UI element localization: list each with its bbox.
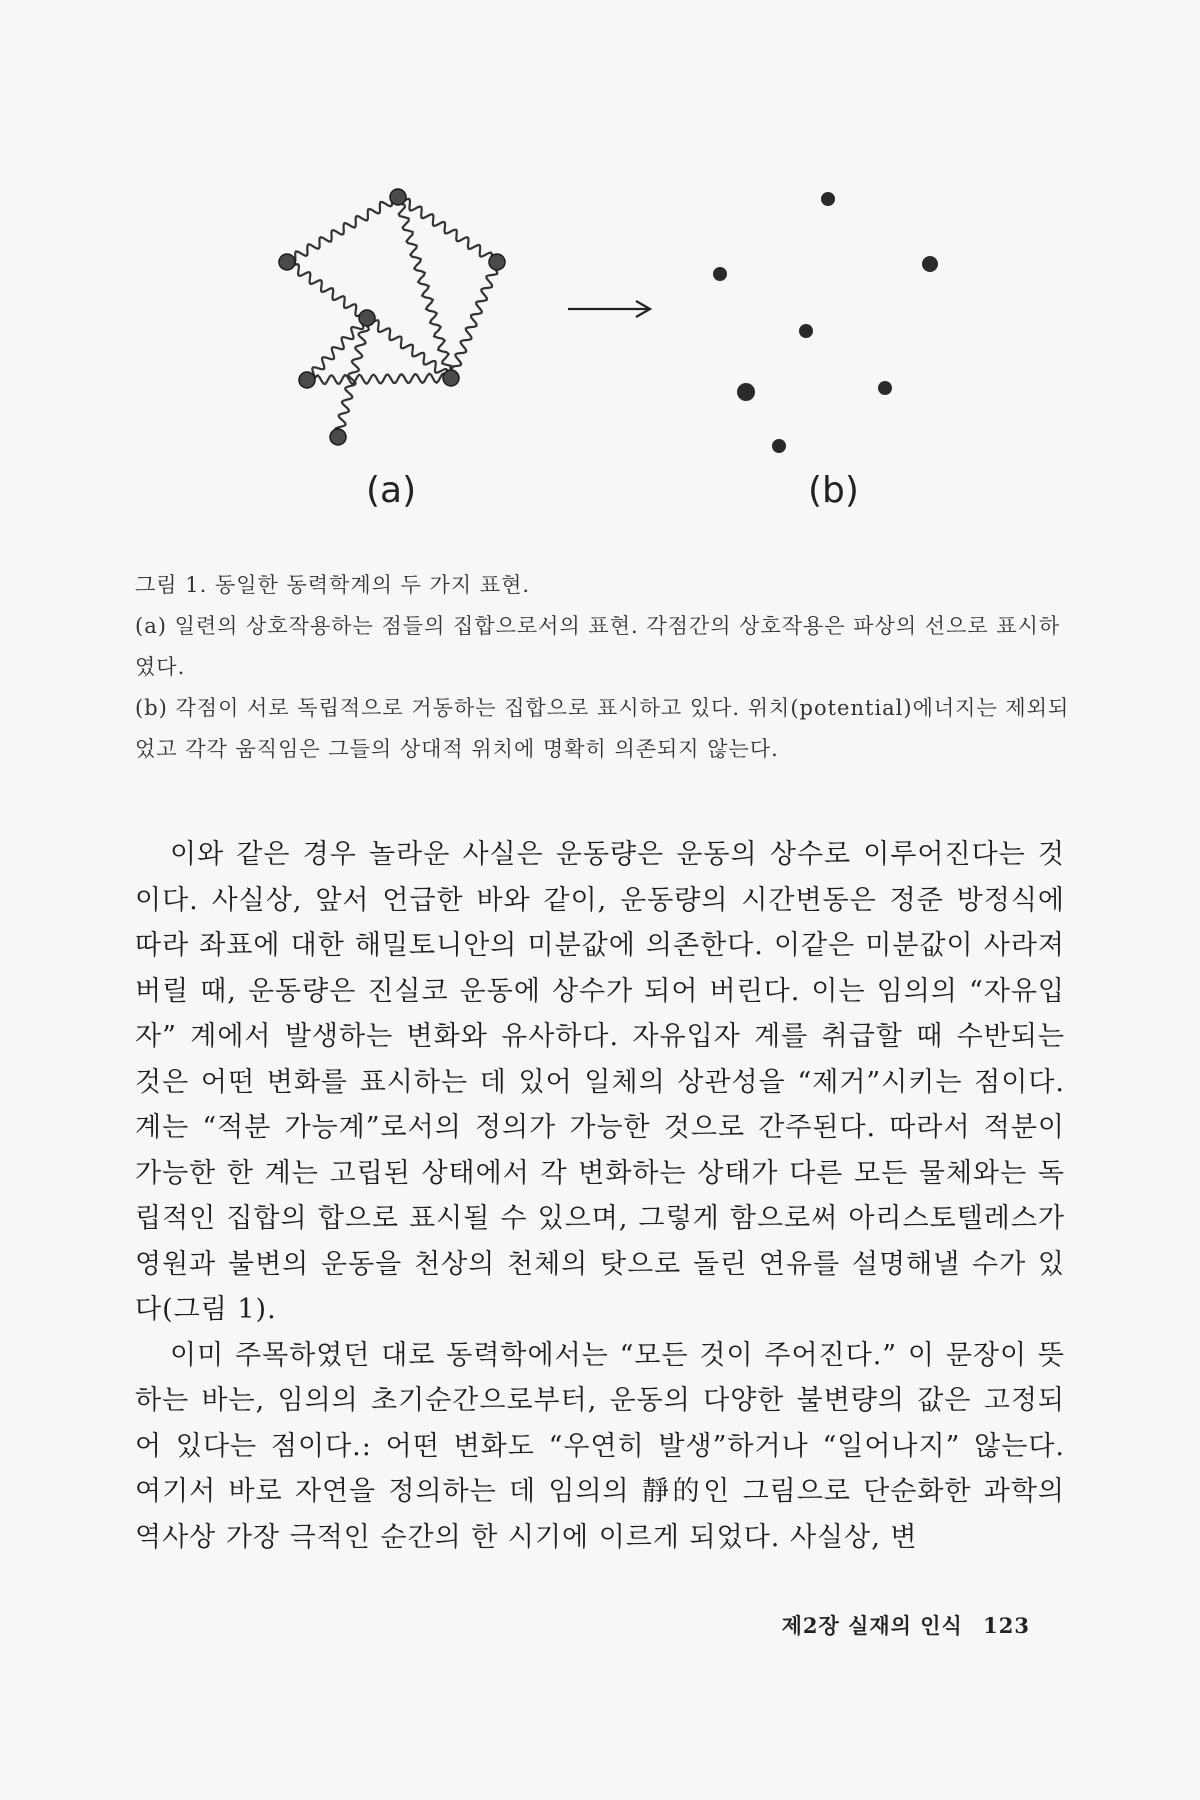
interacting-point bbox=[299, 372, 315, 388]
figure-label-b: (b) bbox=[808, 470, 859, 511]
figure-1 bbox=[0, 0, 1200, 560]
interaction-line bbox=[450, 262, 497, 379]
independent-point bbox=[772, 439, 786, 453]
interacting-point bbox=[390, 189, 406, 205]
interaction-line bbox=[287, 262, 368, 317]
interaction-wavy-lines bbox=[285, 195, 497, 438]
interaction-line bbox=[398, 197, 497, 264]
figure-label-a: (a) bbox=[366, 470, 417, 511]
caption-item-b: (b) 각점이 서로 독립적으로 거동하는 집합으로 표시하고 있다. 위치(potential)에너지는 제외되었고 각각 움직임은 그들의 상대적 위치에 명확히 의존되지 않는다. bbox=[135, 696, 1070, 761]
interacting-point bbox=[359, 310, 375, 326]
paragraph-1: 이와 같은 경우 놀라운 사실은 운동량은 운동의 상수로 이루어진다는 것이다. 사실상, 앞서 언급한 바와 같이, 운동량의 시간변동은 정준 방정식에 따라 좌표에 대한 해밀토니안의 미분값에 의존한다. 이같은 미분값이 사라져 버릴 때, 운동량은 진실코 운동에 상수가 되어 버린다. 이는 임의의 “자유입자” 계에서 발생하는 변화와 유사하다. 자유입자 계를 취급할 때 수반되는 것은 어떤 변화를 표시하는 데 있어 일체의 상관성을 “제거”시키는 점이다. 계는 “적분 가능계”로서의 정의가 가능한 것으로 간주된다. 따라서 적분이 가능한 한 계는 고립된 상태에서 각 변화하는 상태가 다른 모든 물체와는 독립적인 집합의 합으로 표시될 수 있으며, 그렇게 함으로써 아리스토텔레스가 영원과 불변의 운동을 천상의 천체의 탓으로 돌린 연유를 설명해낼 수가 있다(그림 1). bbox=[135, 839, 1065, 1325]
page-footer bbox=[770, 1610, 1030, 1640]
independent-point bbox=[713, 267, 727, 281]
figure-1-diagram bbox=[0, 0, 1200, 560]
caption-title: 그림 1. 동일한 동력학계의 두 가지 표현. bbox=[135, 573, 531, 597]
interaction-line bbox=[285, 195, 398, 263]
interacting-point bbox=[279, 254, 295, 270]
page-number: 123 bbox=[983, 1613, 1030, 1638]
transition-arrow bbox=[568, 301, 650, 317]
interacting-point bbox=[330, 429, 346, 445]
interacting-point bbox=[489, 254, 505, 270]
chapter-title: 제2장 실재의 인식 bbox=[781, 1613, 963, 1638]
interaction-line bbox=[395, 197, 453, 378]
paragraph-2: 이미 주목하였던 대로 동력학에서는 “모든 것이 주어진다.” 이 문장이 뜻하는 바는, 임의의 초기순간으로부터, 운동의 다양한 불변량의 값은 고정되어 있다는 점이다.: 어떤 변화도 “우연히 발생”하거나 “일어나지” 않는다. 여기서 바로 자연을 정의하는 데 임의의 靜的인 그림으로 단순화한 과학의 역사상 가장 극적인 순간의 한 시기에 이르게 되었다. 사실상, 변 bbox=[135, 1339, 1065, 1553]
independent-points bbox=[713, 192, 938, 453]
interaction-line bbox=[367, 318, 450, 381]
main-text bbox=[135, 832, 1065, 1560]
interaction-line bbox=[307, 374, 451, 385]
figure-caption bbox=[135, 565, 1070, 770]
independent-point bbox=[737, 383, 755, 401]
interacting-point bbox=[443, 370, 459, 386]
independent-point bbox=[799, 324, 813, 338]
independent-point bbox=[878, 381, 892, 395]
independent-point bbox=[821, 192, 835, 206]
caption-item-a: (a) 일련의 상호작용하는 점들의 집합으로서의 표현. 각점간의 상호작용은 파상의 선으로 표시하였다. bbox=[135, 614, 1061, 679]
interaction-line bbox=[335, 318, 368, 438]
independent-point bbox=[922, 256, 938, 272]
